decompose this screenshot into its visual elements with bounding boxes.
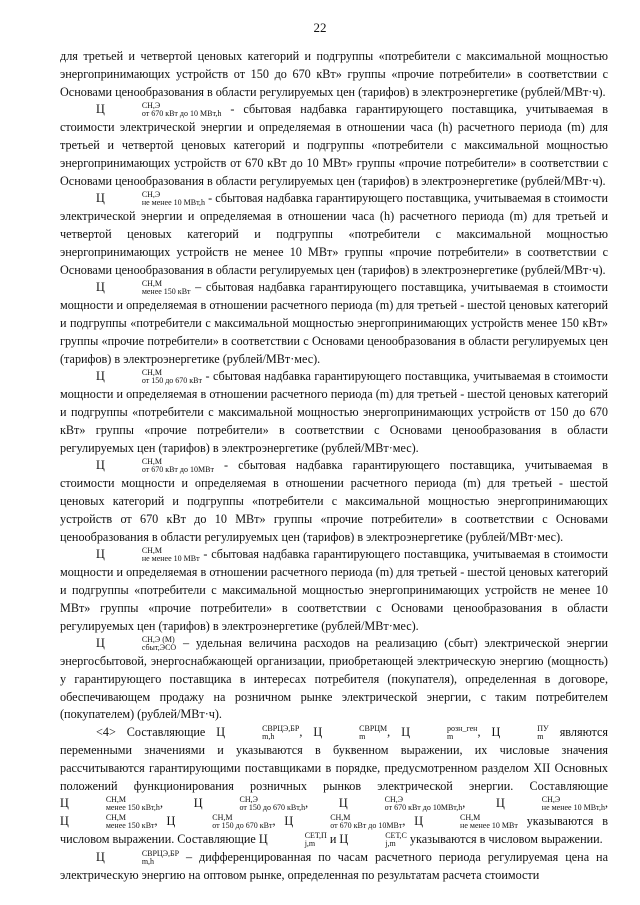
formula-symbol xyxy=(258,831,327,849)
list-separator: , xyxy=(159,796,163,811)
list-separator: , xyxy=(305,796,309,811)
page-number: 22 xyxy=(313,20,327,35)
symbol-indices xyxy=(204,795,309,813)
symbol-subscript: от 670 кВт до 10МВт xyxy=(141,465,214,475)
symbol-base: Ц xyxy=(414,814,424,829)
formula-symbol xyxy=(166,813,273,831)
symbol-indices xyxy=(106,369,202,385)
paragraph-text: указываются в числовом выражении. Составляющие xyxy=(60,814,609,847)
symbol-superscript: СВРЦЭ,БР xyxy=(141,848,180,858)
paragraph xyxy=(60,279,608,368)
symbol-base: Ц xyxy=(96,280,105,295)
symbol-superscript: СН,М xyxy=(105,813,127,823)
formula-symbol xyxy=(414,813,518,831)
symbol-base: Ц xyxy=(401,725,410,740)
symbol-subscript: m xyxy=(447,732,454,742)
formula-symbol xyxy=(96,368,202,386)
paragraph-text: – сбытовая надбавка гарантирующего поставщика, учитываемая в стоимости мощности и определяемая в отношении расчетного периода (m) для третьей - шестой ценовых категорий и подгруппы «потребители с максимальной мощностью энергопринимающих устройств менее 150 кВт» группы «прочие потребители» в соответствии с Основами ценообразования в области регулируемых цен (тарифов) в электроэнергетике (рублей/МВт·мес). xyxy=(60,280,608,366)
separator-comma: , xyxy=(299,725,314,740)
paragraph xyxy=(60,190,608,279)
symbol-base: Ц xyxy=(313,725,323,740)
paragraph-text: - сбытовая надбавка гарантирующего поставщика, учитываемая в стоимости электрической энергии и определяемая в отношении часа (h) расчетного периода (m) для третьей и четвертой ценовых категорий и подгруппы «потребители с максимальной мощностью энергопринимающих устройств не менее 10 МВт» группы «прочие потребители» в соответствии с Основами ценообразования в области регулируемых цен (тарифов) в электроэнергетике (рублей/МВт·ч). xyxy=(60,191,608,277)
symbol-subscript: не менее 10 МВт,h xyxy=(541,803,605,813)
symbol-subscript: от 150 до 670 кВт xyxy=(141,376,202,386)
symbol-superscript: СВРЦМ xyxy=(359,724,388,734)
formula-symbol xyxy=(339,831,407,849)
paragraph xyxy=(60,546,608,635)
symbol-indices xyxy=(349,795,466,813)
symbol-base: Ц xyxy=(60,796,69,811)
symbol-superscript: СВРЦЭ,БР xyxy=(262,724,300,734)
paragraph xyxy=(60,101,608,190)
formula-symbol xyxy=(96,190,205,208)
paragraph-text: <4> Составляющие xyxy=(96,725,217,740)
symbol-indices xyxy=(226,725,299,741)
symbol-superscript: СН,Э xyxy=(141,190,161,200)
symbol-indices xyxy=(294,814,402,830)
list-separator: , xyxy=(402,814,406,829)
symbol-base: Ц xyxy=(96,102,105,117)
symbol-superscript: СН,М xyxy=(105,795,127,805)
paragraph-text: для третьей и четвертой ценовых категорий и подгруппы «потребители с максимальной мощностью энергопринимающих устройств от 150 до 670 кВт» группы «прочие потребители» в соответствии с Основами ценообразования в области регулируемых цен (тарифов) в электроэнергетике (рублей/МВт·ч). xyxy=(60,49,608,99)
symbol-subscript: менее 150 кВт,h xyxy=(105,803,160,813)
separator-comma: , xyxy=(387,725,402,740)
symbol-indices xyxy=(501,725,548,741)
symbol-subscript: не менее 10 МВт xyxy=(141,554,200,564)
symbol-subscript: от 670 кВт до 10МВт xyxy=(330,821,403,831)
symbol-base: Ц xyxy=(96,547,105,562)
formula-symbol xyxy=(313,724,388,742)
paragraph-text: - сбытовая надбавка гарантирующего поставщика, учитываемая в стоимости мощности и определяемая в отношении расчетного периода (m) для третьей - шестой ценовых категорий и подгруппы «потребители с максимальной мощностью энергопринимающих устройств от 150 до 670 кВт» группы «прочие потребители» в соответствии с Основами ценообразования в области регулируемых цен (тарифов) в электроэнергетике (рублей/МВт·мес). xyxy=(60,369,608,455)
symbol-base: Ц xyxy=(96,849,105,864)
symbol-subscript: не менее 10 МВт,h xyxy=(141,198,205,208)
paragraph xyxy=(60,368,608,457)
paragraph-text: и xyxy=(326,832,340,847)
symbol-indices xyxy=(424,814,518,830)
formula-symbol xyxy=(96,635,177,653)
formula-symbol xyxy=(96,546,200,564)
symbol-superscript: розн_ген xyxy=(447,724,478,734)
paragraph-text: – удельная величина расходов на реализацию (сбыт) электрической энергии энергосбытовой, энергоснабжающей организации, приобретающей электрическую энергию (мощность) у гарантирующего поставщика в интересах потребителя (покупателя), определенная в договоре, обеспечивающем продажу на розничном рынке электрической энергии, с таким потребителем (покупателем) (рублей/МВт·ч). xyxy=(60,636,608,722)
paragraph-text: – дифференцированная по часам расчетного периода регулируемая цена на электрическую энергию на оптовом рынке, определенная по результатам расчета стоимости xyxy=(60,849,608,882)
symbol-superscript: ПУ xyxy=(537,724,549,734)
formula-symbol xyxy=(96,850,179,864)
symbol-subscript: от 670 кВт до 10МВт,h xyxy=(384,803,463,813)
symbol-superscript: СН,М xyxy=(460,813,481,823)
symbol-superscript: СН,М xyxy=(141,368,163,378)
paragraph-text: указываются в числовом выражении. xyxy=(406,832,603,847)
symbol-subscript: не менее 10 МВт xyxy=(460,821,518,831)
symbol-subscript: m xyxy=(359,732,366,742)
paragraph-text: являются переменными значениями и указываются в буквенном выражении, их числовые значения рассчитываются гарантирующими поставщиками в порядке, предусмотренном разделом XII Основных положений функционирования розничных рынков электрической энергии. Составляющие xyxy=(60,725,609,793)
formula-symbol xyxy=(96,279,191,297)
list-separator: , xyxy=(154,814,158,829)
paragraph xyxy=(60,457,608,546)
symbol-base: Ц xyxy=(216,725,226,740)
list-separator: , xyxy=(604,796,608,811)
symbol-superscript: СН,М xyxy=(141,457,163,467)
symbol-indices xyxy=(106,636,176,652)
symbol-superscript: СН,М xyxy=(212,813,233,823)
paragraph xyxy=(60,849,608,885)
symbol-indices xyxy=(176,814,272,830)
symbol-indices xyxy=(106,850,179,866)
symbol-indices xyxy=(411,725,477,741)
formula-symbol xyxy=(338,795,463,813)
symbol-superscript: СН,Э (М) xyxy=(141,635,175,645)
symbol-indices xyxy=(106,458,214,474)
symbol-indices xyxy=(70,796,160,812)
symbol-base: Ц xyxy=(166,814,176,829)
symbol-superscript: СН,Э xyxy=(541,795,561,805)
symbol-superscript: СЕТ,П xyxy=(304,831,327,841)
symbol-indices xyxy=(506,796,605,812)
formula-symbol xyxy=(96,457,214,475)
symbol-superscript: СН,Э xyxy=(141,101,161,111)
symbol-subscript: менее 150 кВт xyxy=(141,287,191,297)
paragraph-text: - сбытовая надбавка гарантирующего поставщика, учитываемая в стоимости мощности и определяемая в отношении расчетного периода (m) для третьей - шестой ценовых категорий и подгруппы «потребители с максимальной мощностью энергопринимающих устройств от 670 кВт до 10 МВт» группы «прочие потребители» в соответствии с Основами ценообразования в области регулируемых цен (тарифов) в электроэнергетике (рублей/МВт·мес). xyxy=(60,458,608,544)
symbol-base: Ц xyxy=(338,796,348,811)
symbol-subscript: m,h xyxy=(262,732,275,742)
symbol-subscript: j,m xyxy=(304,839,316,849)
paragraph xyxy=(60,48,608,101)
symbol-indices xyxy=(106,280,191,296)
formula-symbol xyxy=(60,813,155,831)
symbol-indices xyxy=(106,102,222,118)
symbol-subscript: m xyxy=(537,732,544,742)
symbol-indices xyxy=(106,191,205,207)
symbol-indices xyxy=(70,814,155,830)
symbol-superscript: СЕТ,С xyxy=(385,831,407,841)
symbol-superscript: СН,М xyxy=(141,546,163,556)
separator-comma: , xyxy=(477,725,492,740)
symbol-subscript: m,h xyxy=(141,856,155,866)
symbol-superscript: СН,Э xyxy=(384,795,404,805)
symbol-base: Ц xyxy=(491,725,501,740)
paragraph xyxy=(60,635,608,724)
footnote-4-paragraph xyxy=(60,724,608,849)
symbol-base: Ц xyxy=(339,832,349,847)
formula-symbol xyxy=(491,724,549,742)
formula-symbol xyxy=(60,795,160,813)
symbol-indices xyxy=(323,725,387,741)
formula-symbol xyxy=(284,813,403,831)
symbol-base: Ц xyxy=(258,832,268,847)
formula-symbol xyxy=(495,795,605,813)
list-separator: , xyxy=(272,814,276,829)
symbol-base: Ц xyxy=(495,796,505,811)
symbol-indices xyxy=(269,832,327,848)
symbol-subscript: от 150 до 670 кВт,h xyxy=(239,803,306,813)
symbol-base: Ц xyxy=(96,458,105,473)
formula-symbol xyxy=(193,795,306,813)
symbol-subscript: сбыт,ЭСО xyxy=(141,643,177,653)
symbol-base: Ц xyxy=(96,191,105,206)
paragraph-text: - сбытовая надбавка гарантирующего поставщика, учитываемая в стоимости электрической энергии и определяемая в отношении часа (h) расчетного периода (m) для третьей и четвертой ценовых категорий и подгруппы «потребители с максимальной мощностью энергопринимающих устройств от 670 кВт до 10 МВт» группы «прочие потребители» в соответствии с Основами ценообразования в области регулируемых цен (тарифов) в электроэнергетике (рублей/МВт·ч). xyxy=(60,102,608,188)
document-body xyxy=(60,48,608,884)
symbol-subscript: от 670 кВт до 10 МВт,h xyxy=(141,109,222,119)
symbol-subscript: от 150 до 670 кВт xyxy=(212,821,273,831)
symbol-base: Ц xyxy=(96,369,105,384)
formula-symbol xyxy=(401,724,478,742)
symbol-base: Ц xyxy=(284,814,294,829)
formula-symbol xyxy=(216,724,300,742)
symbol-indices xyxy=(349,832,407,848)
paragraph-text: - сбытовая надбавка гарантирующего поставщика, учитываемая в стоимости мощности и определяемая в отношении расчетного периода (m) для третьей - шестой ценовых категорий и подгруппы «потребители с максимальной мощностью энергопринимающих устройств не менее 10 МВт» группы «прочие потребители» в соответствии с Основами ценообразования в области регулируемых цен (тарифов) в электроэнергетике (рублей/МВт·мес). xyxy=(60,547,608,633)
symbol-indices xyxy=(106,547,200,563)
list-separator: , xyxy=(462,796,466,811)
symbol-subscript: менее 150 кВт xyxy=(105,821,155,831)
symbol-superscript: СН,М xyxy=(330,813,351,823)
symbol-subscript: j,m xyxy=(385,839,396,849)
symbol-base: Ц xyxy=(193,796,203,811)
symbol-base: Ц xyxy=(96,636,105,651)
formula-symbol xyxy=(96,101,222,119)
symbol-superscript: СН,М xyxy=(141,279,163,289)
symbol-base: Ц xyxy=(60,814,69,829)
symbol-superscript: СН,Э xyxy=(239,795,258,805)
